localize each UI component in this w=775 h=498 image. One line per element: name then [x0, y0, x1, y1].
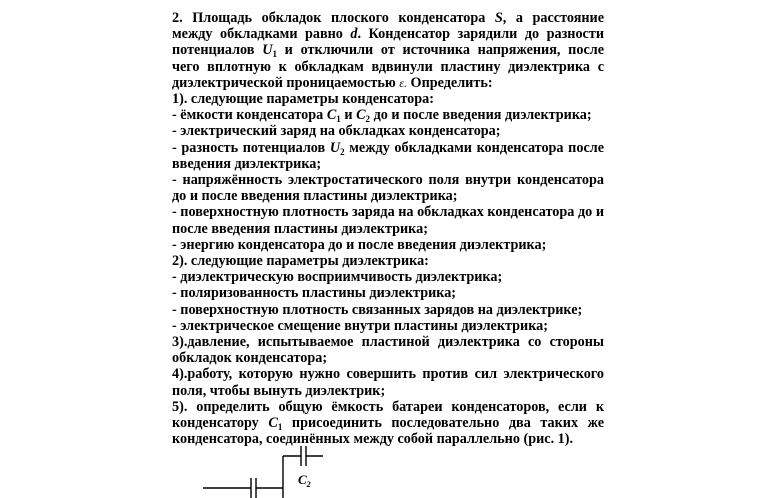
section1-item4: - напряжённость электростатического поля внутри конденсатора до и после введения пластины диэлектрика; [172, 172, 604, 205]
variable-U1: U [262, 42, 273, 59]
problem-statement: 2. Площадь обкладок плоского конденсатора S, а расстояние между обкладками равно d. Конденсатор зарядили до разности потенциалов $U_1$ и отключили от источника напряжения, после чего вплотную к обкладкам вдвинули пластину диэлектрика с диэлектрической проницаемостью ε. Определить: [172, 10, 605, 91]
section2-item1: - диэлектрическую восприимчивость диэлектрика; [172, 269, 503, 286]
variable-S: S [494, 10, 503, 26]
section1-heading: 1). следующие параметры конденсатора: [172, 91, 434, 108]
left-margin [0, 0, 163, 498]
problem-number: 2. [172, 10, 183, 26]
section1-item6: - энергию конденсатора до и после введения диэлектрика; [172, 236, 547, 253]
document-page [163, 0, 613, 498]
section4: 4).работу, которую нужно совершить против сил электрического поля, чтобы вынуть диэлектрик; [172, 366, 604, 399]
section3: 3).давление, испытываемое пластиной диэлектрика со стороны обкладок конденсатора; [172, 334, 604, 367]
section2-heading: 2). следующие параметры диэлектрика: [172, 253, 429, 270]
section1-item3: - разность потенциалов $U_2$ между обкладками конденсатора после введения диэлектрика; [172, 139, 604, 172]
section1-item5: - поверхностную плотность заряда на обкладках конденсатора до и после введения пластины диэлектрика; [172, 204, 604, 237]
section2-item2: - поляризованность пластины диэлектрика; [172, 285, 457, 302]
right-margin [613, 0, 775, 498]
section2-item4: - электрическое смещение внутри пластины диэлектрика; [172, 317, 548, 334]
section5: 5). определить общую ёмкость батареи конденсаторов, если к конденсатору $C_1$ присоединить последовательно два таких же конденсатора, соединённых между собой параллельно (рис. 1). [172, 398, 605, 448]
problem-text [172, 10, 604, 447]
variable-d: d [350, 26, 358, 43]
section2-item3: - поверхностную плотность связанных зарядов на диэлектрике; [172, 301, 583, 318]
section1-item2: - электрический заряд на обкладках конденсатора; [172, 123, 501, 140]
capacitor-circuit-figure [203, 442, 323, 498]
variable-epsilon: ε. [399, 75, 407, 90]
capacitor-c2-label: $C_2$ [298, 472, 311, 489]
section1-item1: - ёмкости конденсатора $C_1$ и $C_2$ до и после введения диэлектрика; [172, 107, 592, 124]
